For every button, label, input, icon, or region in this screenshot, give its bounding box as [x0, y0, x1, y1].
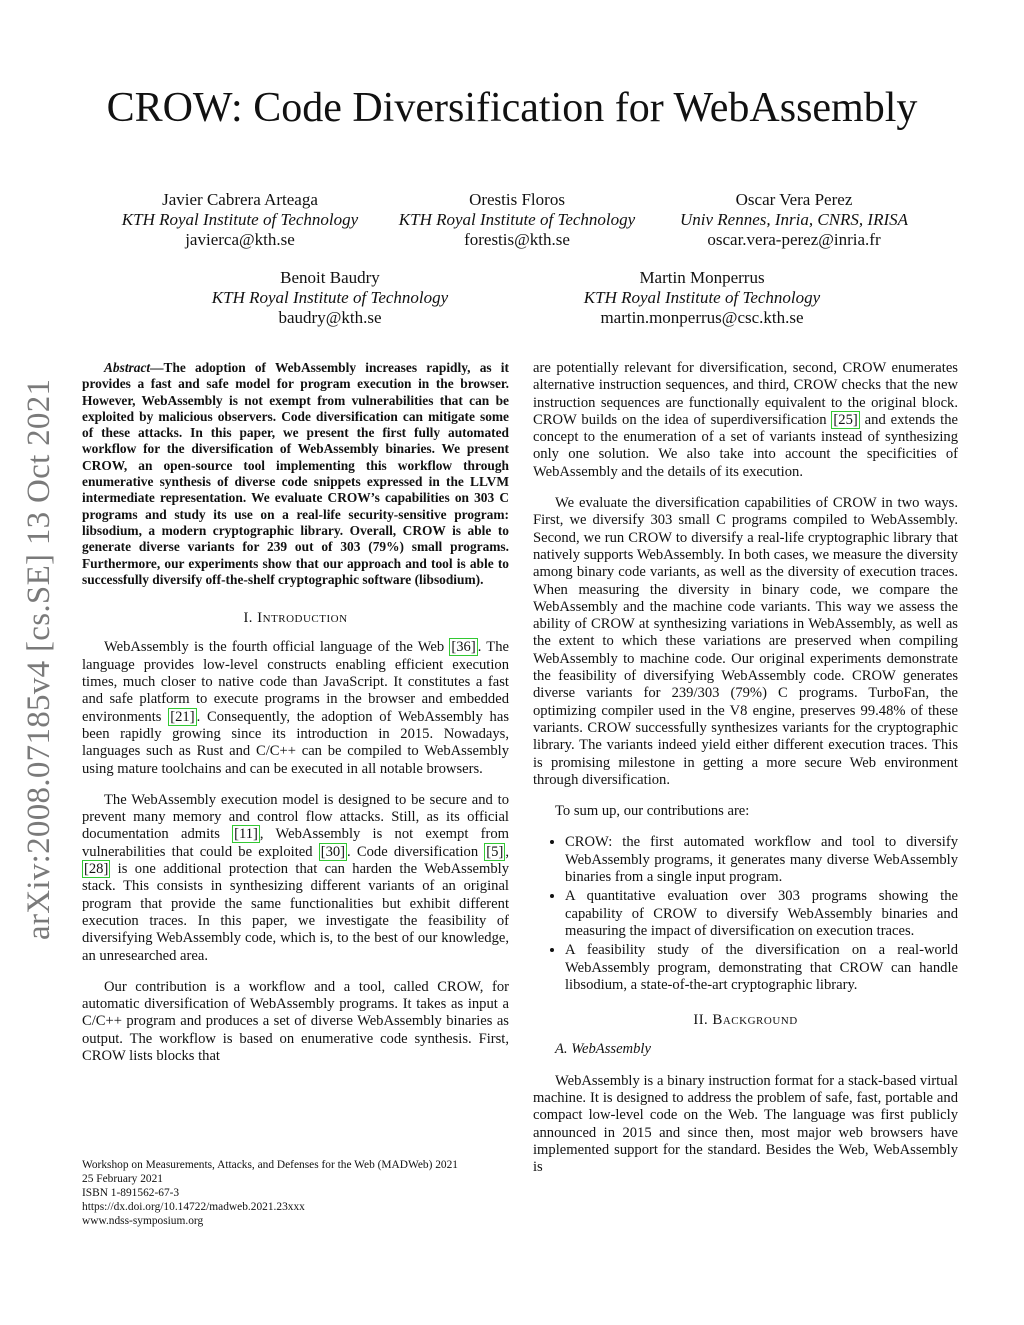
citation-link[interactable]: [11]	[234, 826, 258, 843]
paragraph: Our contribution is a workflow and a tool, called CROW, for automatic diversification of WebAssembly programs. It takes as input a C/C++ program and produces a set of diverse WebAssembly binaries as output. The workflow is based on enumerative code synthesis. First, CROW lists blocks that	[82, 978, 509, 1064]
author-block	[180, 268, 480, 328]
author-block	[552, 268, 852, 328]
author-affiliation: KTH Royal Institute of Technology	[121, 210, 359, 229]
author-email[interactable]: oscar.vera-perez@inria.fr	[707, 230, 881, 249]
abstract	[82, 360, 509, 588]
section-number: II.	[693, 1012, 709, 1029]
paragraph: WebAssembly is a binary instruction format for a stack-based virtual machine. It is designed to address the problem of safe, fast, portable and compact low-level code on the Web. The language was first publicly announced in 2015 and since then, most major web browsers have implemented support for the standard. Besides the Web, WebAssembly is	[533, 1072, 958, 1176]
footnote-line[interactable]: https://dx.doi.org/10.14722/madweb.2021.23xxx	[82, 1201, 305, 1213]
citation-link[interactable]: [30]	[320, 843, 346, 860]
text-run: WebAssembly is the fourth official language of the Web	[104, 639, 450, 656]
subsection-heading: A. WebAssembly	[555, 1041, 651, 1058]
author-name: Javier Cabrera Arteaga	[162, 190, 318, 209]
footnote-line: Workshop on Measurements, Attacks, and Defenses for the Web (MADWeb) 2021	[82, 1159, 459, 1171]
list-item: • A feasibility study of the diversification on a real-world WebAssembly program, demonstrating that CROW can handle libsodium, a state-of-the-art cryptographic library.	[565, 942, 958, 994]
text-run: . Code diversification	[347, 843, 485, 860]
section-heading	[82, 610, 509, 627]
section-number: I.	[243, 610, 253, 627]
citation-link[interactable]: [25]	[833, 411, 858, 428]
paragraph	[82, 792, 509, 965]
author-block	[90, 190, 390, 250]
text-run: The WebAssembly execution model is designed to be secure and to prevent many memory and control flow attacks. Still, as its official documentation admits	[82, 791, 509, 843]
text-run: are potentially relevant for diversification, second, CROW enumerates alternative instruction sequences, and third, CROW checks that the new instruction sequences are functionally equivalent to the original block. CROW builds on the idea of superdiversification	[533, 360, 958, 428]
left-column	[82, 360, 509, 1079]
author-affiliation: Univ Rennes, Inria, CNRS, IRISA	[679, 210, 909, 229]
footnote	[82, 1158, 509, 1228]
list-item: • A quantitative evaluation over 303 programs showing the capability of CROW to diversify WebAssembly binaries and measuring the impact of diversification on execution traces.	[565, 888, 958, 940]
citation-link[interactable]: [28]	[84, 861, 109, 878]
citation-link[interactable]: [21]	[170, 708, 195, 725]
section-title: Background	[712, 1012, 798, 1029]
text-run: ,	[505, 843, 509, 860]
right-column	[533, 360, 958, 1190]
author-email[interactable]: martin.monperrus@csc.kth.se	[600, 308, 804, 327]
author-name: Oscar Vera Perez	[735, 190, 853, 209]
author-affiliation: KTH Royal Institute of Technology	[398, 210, 636, 229]
paper-title: CROW: Code Diversification for WebAssembly	[106, 85, 918, 131]
citation-link[interactable]: [5]	[486, 843, 504, 860]
paragraph	[533, 360, 958, 481]
abstract-text: —The adoption of WebAssembly increases rapidly, as it provides a fast and safe model for program execution in the browser. However, WebAssembly is not exempt from vulnerabilities that can be exploited by malicious observers. Code diversification can mitigate some of these attacks. In this paper, we present the first fully automated workflow for the diversification of WebAssembly binaries. We present CROW, an open-source tool implementing this workflow through enumerative synthesis of diverse code snippets expressed in the LLVM intermediate representation. We evaluate CROW’s capabilities on 303 C programs and study its use on a real-life security-sensitive program: libsodium, a modern cryptographic library. Overall, CROW is able to generate diverse variants for 239 out of 303 (79%) small programs. Furthermore, our experiments show that our approach and tool is able to successfully diversify off-the-shelf cryptographic software (libsodium).	[82, 360, 509, 587]
section-heading	[533, 1012, 958, 1029]
footnote-line[interactable]: www.ndss-symposium.org	[82, 1215, 204, 1227]
author-email[interactable]: javierca@kth.se	[185, 230, 295, 249]
text-run: and extends the concept to the enumeration of a set of variants instead of synthesizing only one solution. We also take into account the specificities of WebAssembly and the details of its execution.	[533, 411, 958, 480]
paragraph: We evaluate the diversification capabilities of CROW in two ways. First, we diversify 303 small C programs compiled to WebAssembly. Second, we run CROW to diversify a real-life cryptographic library that natively supports WebAssembly. In both cases, we measure the diversity among binary code variants, as well as the diversity of execution traces. When measuring the diversity in binary code, we compare the WebAssembly and the machine code variants. This way we assess the ability of CROW at synthesizing variations in WebAssembly, as well as the extent to which these variations are preserved when compiling WebAssembly to machine code. Our original experiments demonstrate the feasibility of diversifying WebAssembly code. CROW generates diverse variants for 239/303 (79%) C programs. TurboFan, the optimizing compiler used in the V8 engine, preserves 99.48% of these variants. CROW successfully synthesizes variants for the cryptographic library. The variants indeed yield either different execution traces. This is promising milestone in getting a more secure Web environment through diversification.	[533, 495, 958, 788]
text-run: , WebAssembly is not exempt from vulnerabilities that could be exploited	[82, 826, 509, 860]
author-affiliation: KTH Royal Institute of Technology	[583, 288, 821, 307]
author-block	[367, 190, 667, 250]
paragraph: To sum up, our contributions are:	[555, 803, 750, 820]
list-item: • CROW: the first automated workflow and tool to diversify WebAssembly programs, it generates many diverse WebAssembly binaries from a single input program.	[565, 834, 958, 886]
footnote-line: ISBN 1-891562-67-3	[82, 1187, 180, 1199]
text-run: is one additional protection that can harden the WebAssembly stack. This consists in synthesizing different variants of an original program that provide the same functionalities but exhibit different execution traces. In this paper, we investigate the feasibility of diversifying WebAssembly code, which is, to the best of our knowledge, an unresearched area.	[82, 861, 509, 964]
arxiv-stamp: arXiv:2008.07185v4 [cs.SE] 13 Oct 2021	[21, 378, 57, 940]
author-email[interactable]: baudry@kth.se	[278, 308, 382, 327]
author-name: Orestis Floros	[469, 190, 565, 209]
author-email[interactable]: forestis@kth.se	[464, 230, 570, 249]
section-title: Introduction	[257, 610, 348, 627]
citation-link[interactable]: [36]	[451, 639, 476, 656]
abstract-label: Abstract	[104, 360, 151, 375]
author-block	[644, 190, 944, 250]
text-run: . Consequently, the adoption of WebAssembly has been rapidly growing since its introduction in 2015. Nowadays, languages such as Rust and C/C++ can be compiled to WebAssembly using mature toolchains and can be executed in all notable browsers.	[82, 708, 510, 777]
contributions-list	[533, 834, 958, 994]
text-run: . The language provides low-level constructs enabling efficient execution times, much closer to native code than JavaScript. It constitutes a fast and safe platform to execute programs in the browser and embedded environments	[82, 639, 509, 725]
author-name: Martin Monperrus	[639, 268, 765, 287]
author-affiliation: KTH Royal Institute of Technology	[211, 288, 449, 307]
footnote-line: 25 February 2021	[82, 1173, 163, 1185]
author-name: Benoit Baudry	[280, 268, 380, 287]
paragraph	[82, 639, 509, 777]
